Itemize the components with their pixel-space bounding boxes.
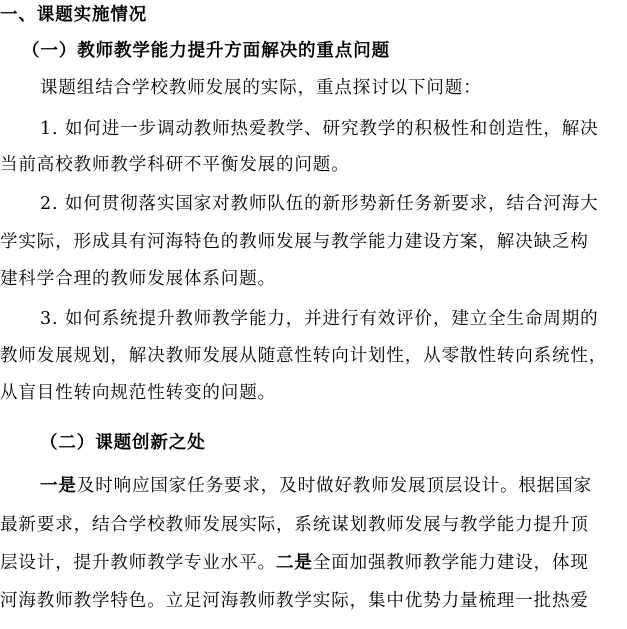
innovation-line-3-text-a: 层设计，提升教师教学专业水平。 — [0, 553, 276, 573]
item-1-line-1: 1. 如何进一步调动教师热爱教学、研究教学的积极性和创造性，解决 — [40, 119, 599, 139]
innovation-line-1 — [40, 475, 592, 497]
innovation-line-2: 最新要求，结合学校教师发展实际，系统谋划教师发展与教学能力提升顶 — [0, 515, 589, 535]
item-2-line-3: 建科学合理的教师发展体系问题。 — [0, 269, 276, 289]
item-3-line-3: 从盲目性转向规范性转变的问题。 — [0, 383, 276, 403]
item-2-line-2: 学实际，形成具有河海特色的教师发展与教学能力建设方案，解决缺乏构 — [0, 232, 589, 252]
innovation-line-1-text: 及时响应国家任务要求，及时做好教师发展顶层设计。根据国家 — [76, 476, 593, 496]
item-2-line-1: 2. 如何贯彻落实国家对教师队伍的新形势新任务新要求，结合河海大 — [40, 194, 599, 214]
innovation-lead-1: 一是 — [40, 476, 77, 496]
innovation-line-3-text-b: 全面加强教师教学能力建设，体现 — [312, 553, 589, 573]
subsection-heading-2: （二）课题创新之处 — [40, 433, 206, 453]
innovation-lead-2: 二是 — [276, 553, 313, 573]
item-1-line-2: 当前高校教师教学科研不平衡发展的问题。 — [0, 155, 350, 175]
item-3-line-2: 教师发展规划，解决教师发展从随意性转向计划性，从零散性转向系统性， — [0, 346, 608, 366]
subsection-heading-1: （一）教师教学能力提升方面解决的重点问题 — [22, 41, 390, 61]
innovation-line-3 — [0, 552, 589, 574]
innovation-line-4: 河海教师教学特色。立足河海教师教学实际，集中优势力量梳理一批热爱 — [0, 591, 589, 611]
section-heading: 一、课题实施情况 — [0, 5, 148, 25]
item-3-line-1: 3. 如何系统提升教师教学能力，并进行有效评价，建立全生命周期的 — [40, 309, 599, 329]
intro-paragraph: 课题组结合学校教师发展的实际，重点探讨以下问题： — [40, 78, 482, 98]
